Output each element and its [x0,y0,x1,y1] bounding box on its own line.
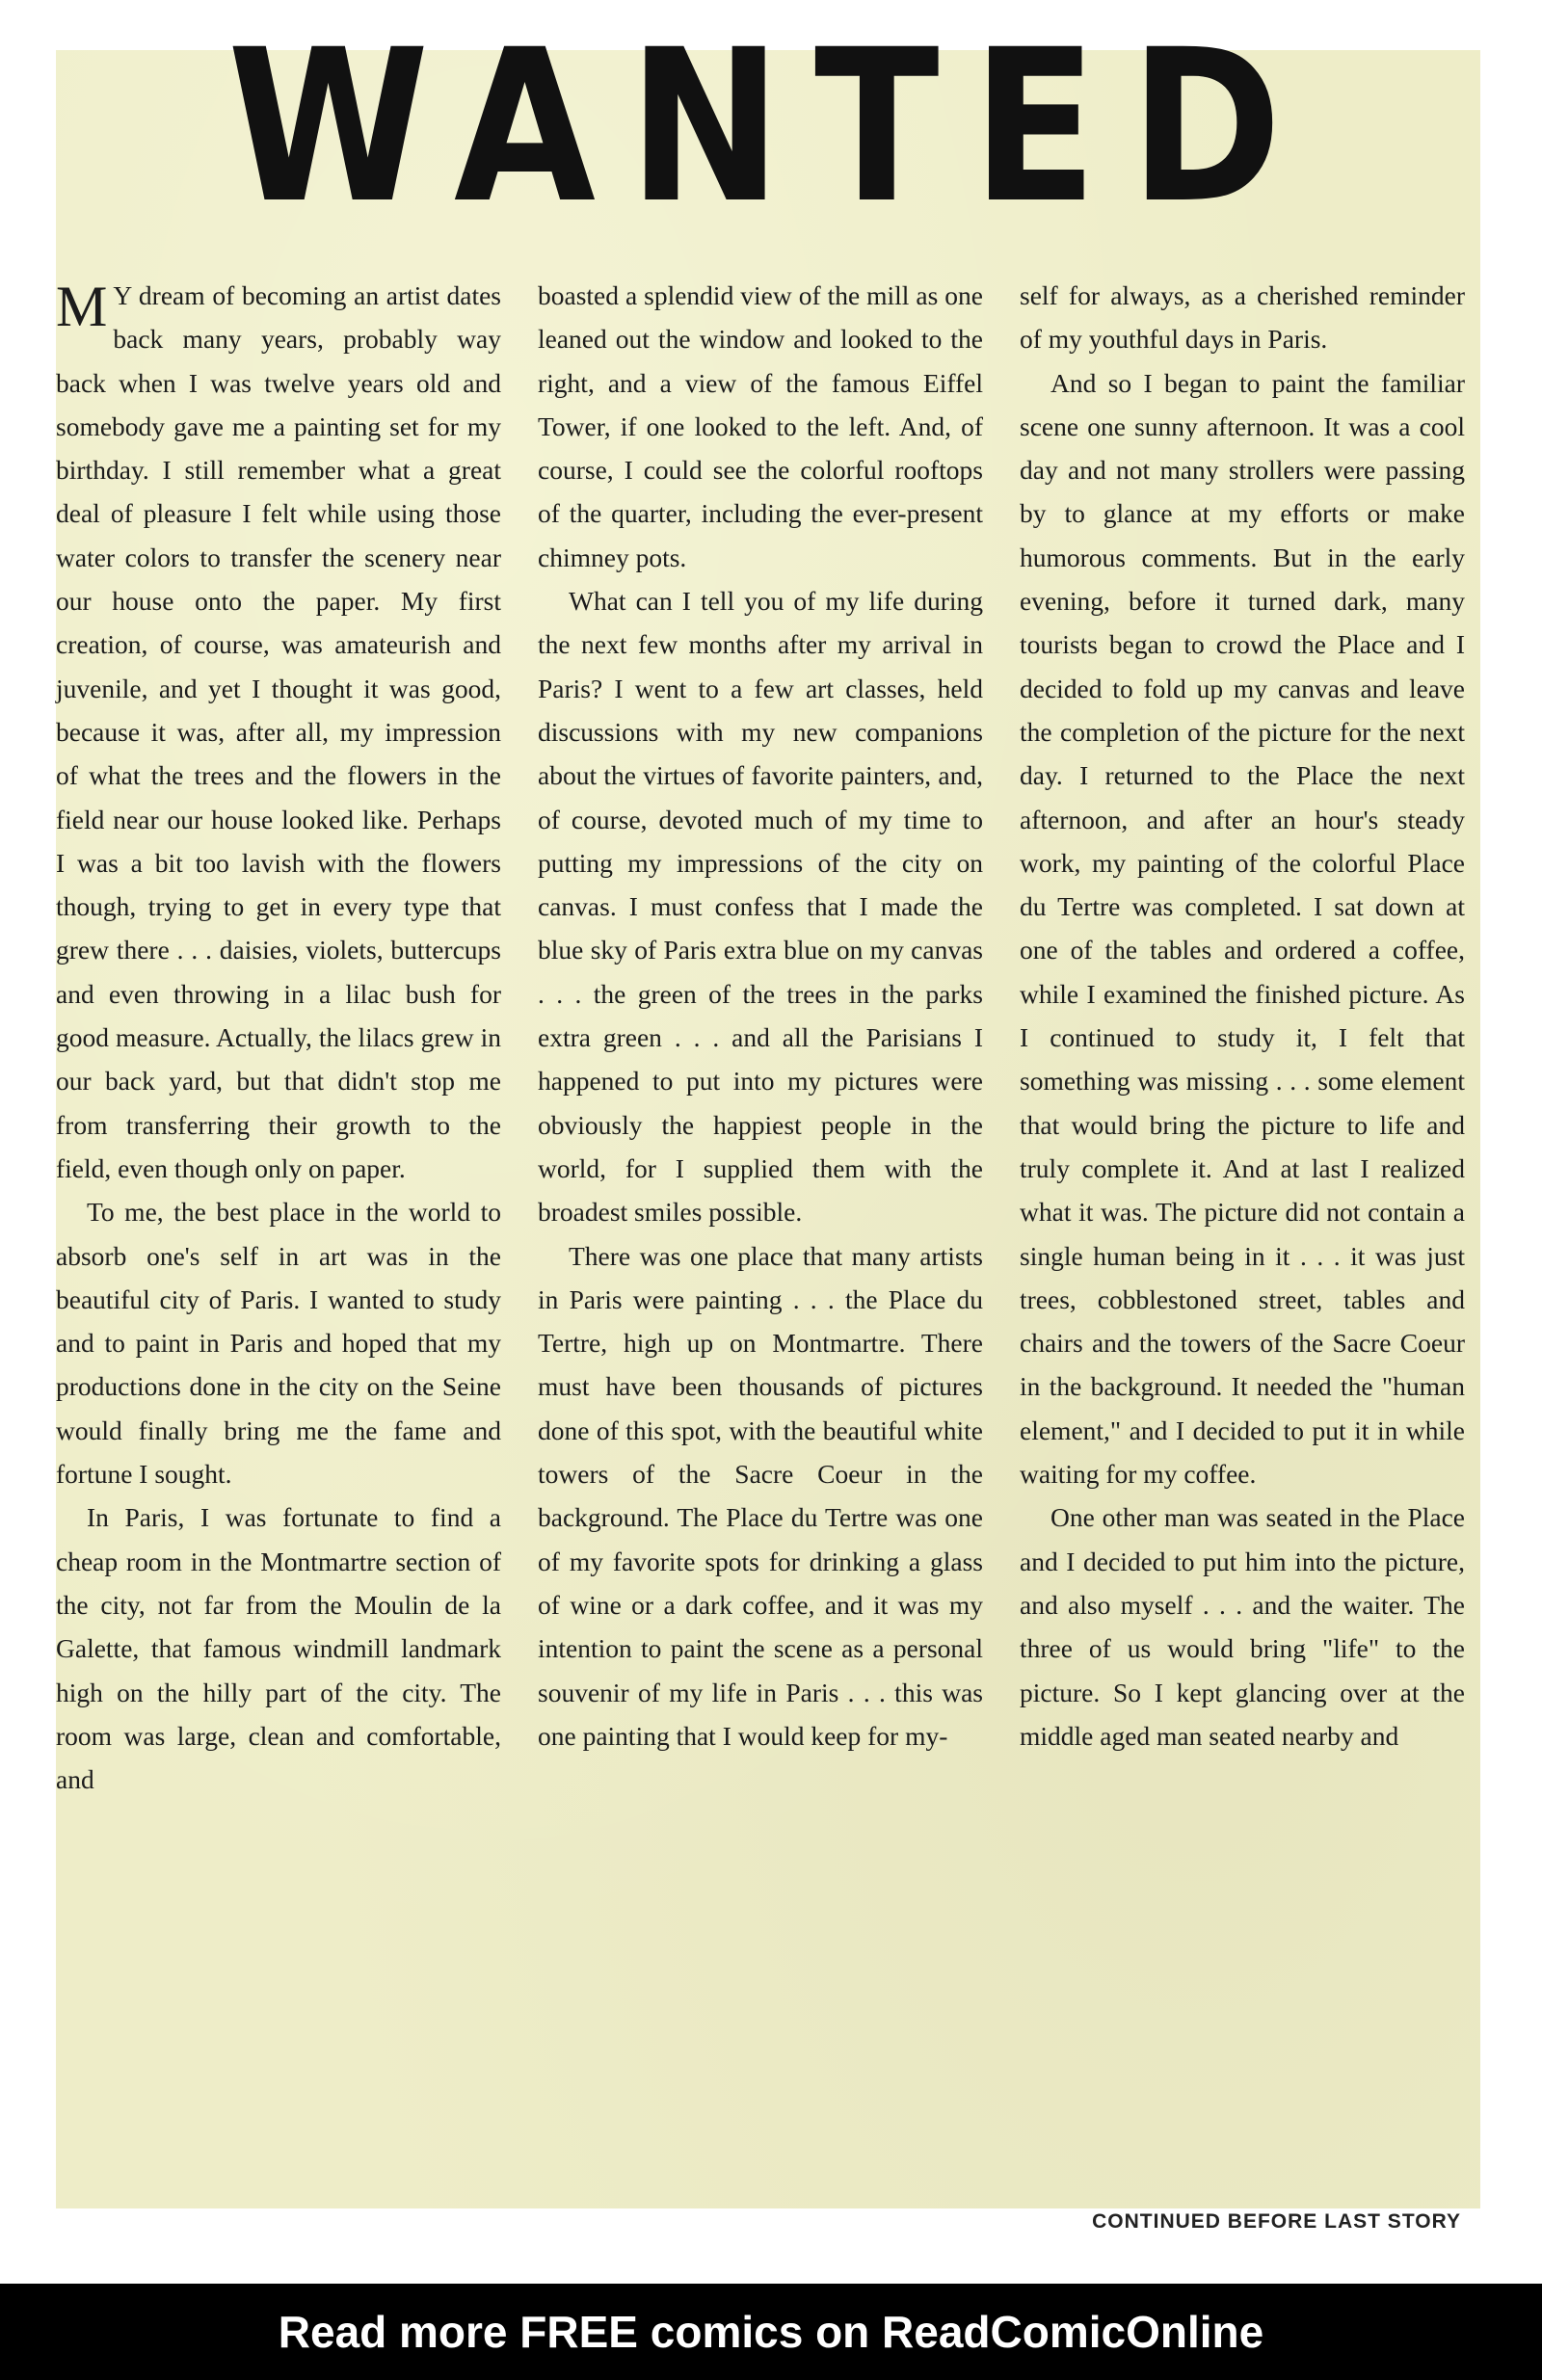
paragraph: And so I began to paint the familiar scene one sunny afternoon. It was a cool day and not many strollers were passing by to glance at my efforts or make humorous comments. But in the early evening, before it turned dark, many tourists began to crowd the Place and I decided to fold up my canvas and leave the completion of the picture for the next day. I returned to the Place the next afternoon, and after an hour's steady work, my painting of the colorful Place du Tertre was completed. I sat down at one of the tables and ordered a coffee, while I examined the finished picture. As I continued to study it, I felt that something was missing . . . some element that would bring the picture to life and truly complete it. And at last I realized what it was. The picture did not contain a single human being in it . . . it was just trees, cobblestoned street, tables and chairs and the towers of the Sacre Coeur in the background. It needed the "human element," and I decided to put it in while waiting for my coffee. [1020,367,1465,1490]
text-columns [56,274,1480,2182]
paragraph: One other man was seated in the Place and I decided to put him into the picture, and also myself . . . and the waiter. The three of us would bring "life" to the picture. So I kept glancing over at the middle aged man seated nearby and [1020,1502,1465,1751]
paragraph: There was one place that many artists in Paris were painting . . . the Place du Tertre, high up on Montmartre. There must have been thousands of pictures done of this spot, with the beautiful white towers of the Sacre Coeur in the background. The Place du Tertre was one of my favorite spots for drinking a glass of wine or a dark coffee, and it was my intention to paint the scene as a personal souvenir of my life in Paris . . . this was one painting that I would keep for my- [538,1240,983,1751]
paragraph [56,274,501,1190]
article-title: WANTED [226,4,1316,250]
column-1 [56,274,501,1801]
promo-banner[interactable]: Read more FREE comics on ReadComicOnline [0,2284,1542,2380]
paragraph: To me, the best place in the world to absorb one's self in art was in the beautiful city of Paris. I wanted to study and to paint in Paris and hoped that my productions done in the city on the Seine would finally bring me the fame and fortune I sought. [56,1197,501,1490]
paragraph-text: Y dream of becoming an artist dates back many years, probably way back when I was twelve years old and somebody gave me a painting set for my birthday. I still remember what a great deal of pleasure I felt while using those water colors to transfer the scenery near our house onto the paper. My first creation, of course, was amateurish and juvenile, and yet I thought it was good, because it was, after all, my impression of what the trees and the flowers in the field near our house looked like. Perhaps I was a bit too lavish with the flowers though, trying to get in every type that grew there . . . daisies, violets, buttercups and even throwing in a lilac bush for good measure. Actually, the lilacs grew in our back yard, but that didn't stop me from transferring their growth to the field, even though only on paper. [56,280,501,1183]
paragraph: boasted a splendid view of the mill as one leaned out the window and looked to the right, and a view of the famous Eiffel Tower, if one looked to the left. And, of course, I could see the colorful rooftops of the quarter, including the ever-present chimney pots. [538,280,983,572]
column-2 [538,274,983,1758]
drop-cap: M [56,275,108,338]
column-3 [1020,274,1465,1758]
paragraph: What can I tell you of my life during the next few months after my arrival in Paris? I went to a few art classes, held discussions with my new companions about the virtues of favorite painters, and, of course, devoted much of my time to putting my impressions of the city on canvas. I must confess that I made the blue sky of Paris extra blue on my canvas . . . the green of the trees in the parks extra green . . . and all the Parisians I happened to put into my pictures were obviously the happiest people in the world, for I supplied them with the broadest smiles possible. [538,586,983,1228]
continued-note: CONTINUED BEFORE LAST STORY [1092,2210,1461,2233]
paragraph: self for always, as a cherished reminder of my youthful days in Paris. [1020,280,1465,355]
paragraph: In Paris, I was fortunate to find a cheap room in the Montmartre section of the city, not far from the Moulin de la Galette, that famous windmill landmark high on the hilly part of the city. The room was large, clean and comfortable, and [56,1502,501,1795]
